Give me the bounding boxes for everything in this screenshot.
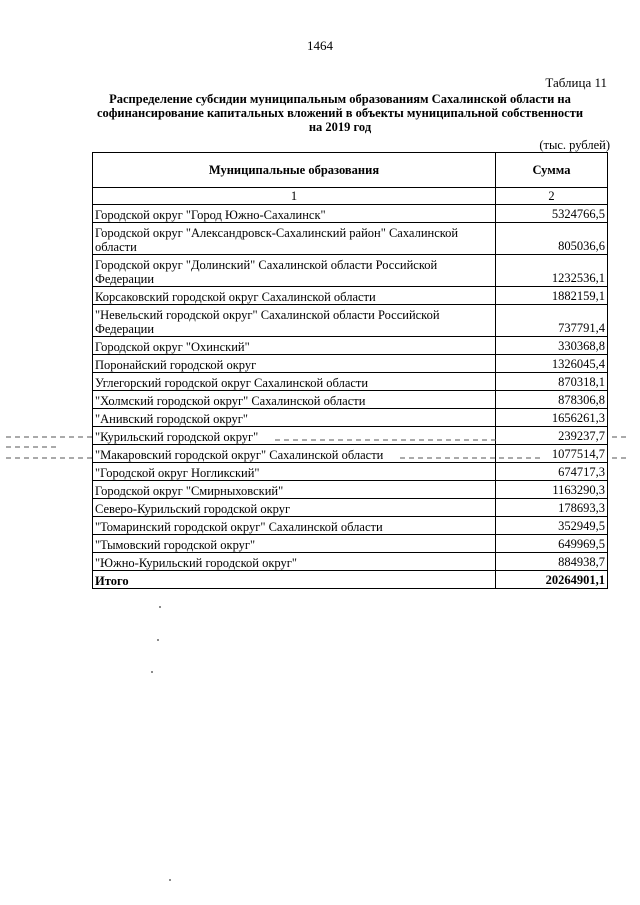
subsidy-sum: 5324766,5 — [495, 205, 607, 223]
municipality-name: "Томаринский городской округ" Сахалинской области — [93, 517, 496, 535]
scan-speck — [151, 671, 153, 673]
subsidy-sum: 1163290,3 — [495, 481, 607, 499]
municipality-name: Поронайский городской округ — [93, 355, 496, 373]
header-municipality: Муниципальные образования — [93, 153, 496, 188]
subsidy-sum: 1077514,7 — [495, 445, 607, 463]
subsidy-sum: 649969,5 — [495, 535, 607, 553]
municipality-name: "Курильский городской округ" — [93, 427, 496, 445]
subsidy-sum: 352949,5 — [495, 517, 607, 535]
total-label: Итого — [93, 571, 496, 589]
municipality-name: "Макаровский городской округ" Сахалинской области — [93, 445, 496, 463]
subsidy-sum: 1882159,1 — [495, 287, 607, 305]
municipality-name: "Холмский городской округ" Сахалинской области — [93, 391, 496, 409]
municipality-name: Городской округ "Александровск-Сахалинский район" Сахалинской области — [93, 223, 496, 255]
subsidy-sum: 737791,4 — [495, 305, 607, 337]
table-label: Таблица 11 — [545, 75, 607, 90]
subsidy-sum: 178693,3 — [495, 499, 607, 517]
scan-speck — [169, 879, 171, 881]
subsidy-sum: 1656261,3 — [495, 409, 607, 427]
municipality-name: Углегорский городской округ Сахалинской области — [93, 373, 496, 391]
municipality-name: Корсаковский городской округ Сахалинской области — [93, 287, 496, 305]
subsidy-sum: 239237,7 — [495, 427, 607, 445]
total-sum: 20264901,1 — [495, 571, 607, 589]
municipality-name: Городской округ "Смирныховский" — [93, 481, 496, 499]
subsidy-sum: 805036,6 — [495, 223, 607, 255]
municipality-name: "Невельский городской округ" Сахалинской области Российской Федерации — [93, 305, 496, 337]
page-number: 1464 — [307, 38, 333, 53]
municipality-name: "Тымовский городской округ" — [93, 535, 496, 553]
scan-speck — [159, 606, 161, 608]
document-title: Распределение субсидии муниципальным образованиям Сахалинской области на софинансирование капитальных вложений в объекты муниципальной собственности на 2019 год — [96, 92, 584, 134]
subsidy-sum: 330368,8 — [495, 337, 607, 355]
municipality-name: Городской округ "Охинский" — [93, 337, 496, 355]
municipality-name: Городской округ "Долинский" Сахалинской области Российской Федерации — [93, 255, 496, 287]
subsidy-sum: 674717,3 — [495, 463, 607, 481]
header-sum: Сумма — [495, 153, 607, 188]
units-label: (тыс. рублей) — [539, 138, 610, 152]
column-number-2: 2 — [495, 188, 607, 205]
subsidy-sum: 1326045,4 — [495, 355, 607, 373]
municipality-name: Городской округ "Город Южно-Сахалинск" — [93, 205, 496, 223]
municipality-name: "Южно-Курильский городской округ" — [93, 553, 496, 571]
subsidy-sum: 1232536,1 — [495, 255, 607, 287]
subsidy-sum: 878306,8 — [495, 391, 607, 409]
column-number-1: 1 — [93, 188, 496, 205]
subsidy-sum: 870318,1 — [495, 373, 607, 391]
municipality-name: "Городской округ Ногликский" — [93, 463, 496, 481]
municipality-name: Северо-Курильский городской округ — [93, 499, 496, 517]
subsidy-sum: 884938,7 — [495, 553, 607, 571]
scan-speck — [157, 639, 159, 641]
municipality-name: "Анивский городской округ" — [93, 409, 496, 427]
